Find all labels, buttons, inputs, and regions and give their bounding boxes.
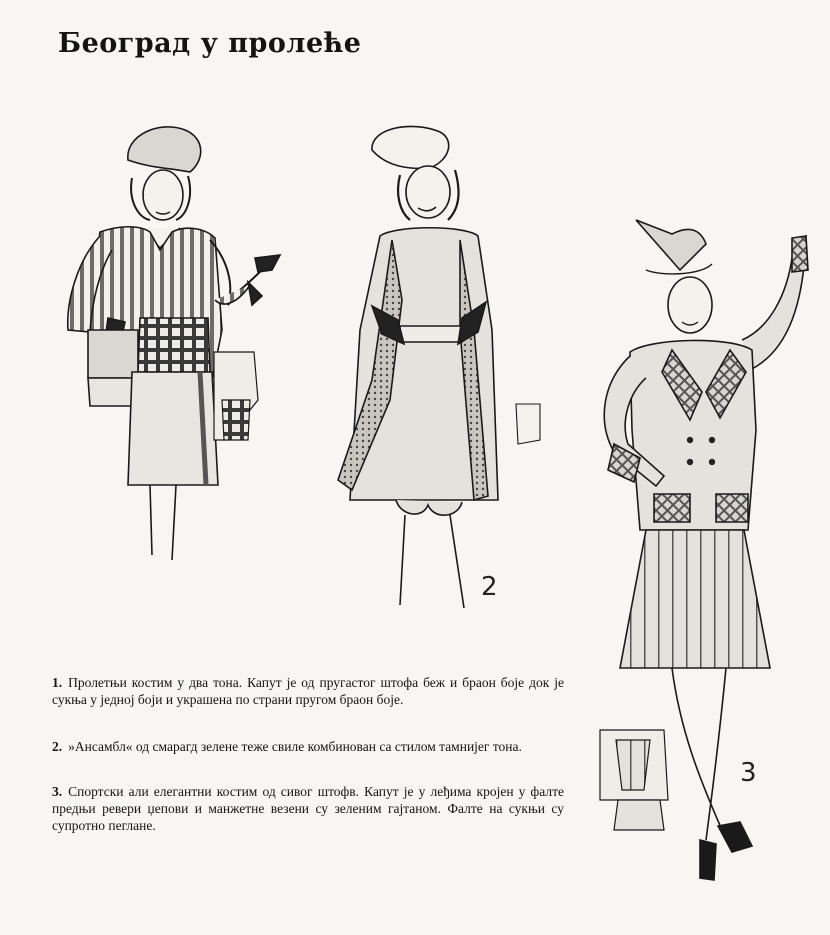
figure-3-illustration xyxy=(600,220,808,880)
figure-number-3: 3 xyxy=(740,758,757,788)
figure-1-illustration xyxy=(68,127,280,560)
caption-1-number: 1. xyxy=(52,675,63,690)
caption-2-text: »Ансамбл« од смарагд зелене теже свиле комбинован са стилом тамнијег тона. xyxy=(68,739,522,754)
caption-3-number: 3. xyxy=(52,784,63,799)
figure-number-2: 2 xyxy=(481,572,498,602)
figure-2-illustration xyxy=(338,126,540,608)
caption-1 xyxy=(52,674,564,708)
caption-3 xyxy=(52,783,564,834)
caption-2 xyxy=(52,738,564,755)
page-title: Београд у пролеће xyxy=(58,28,362,59)
caption-1-text: Пролетњи костим у два тона. Капут је од пругастог штофа беж и браон боје док је сукња у једној боји и украшена по страни пругом браон боје. xyxy=(52,675,564,707)
caption-2-number: 2. xyxy=(52,739,63,754)
caption-3-text: Спортски али елегантни костим од сивог штофв. Капут је у леђима кројен у фалте предњи ревери џепови и манжетне везени су зеленим гајтаном. Фалте на сукњи су супротно пеглане. xyxy=(52,784,564,833)
